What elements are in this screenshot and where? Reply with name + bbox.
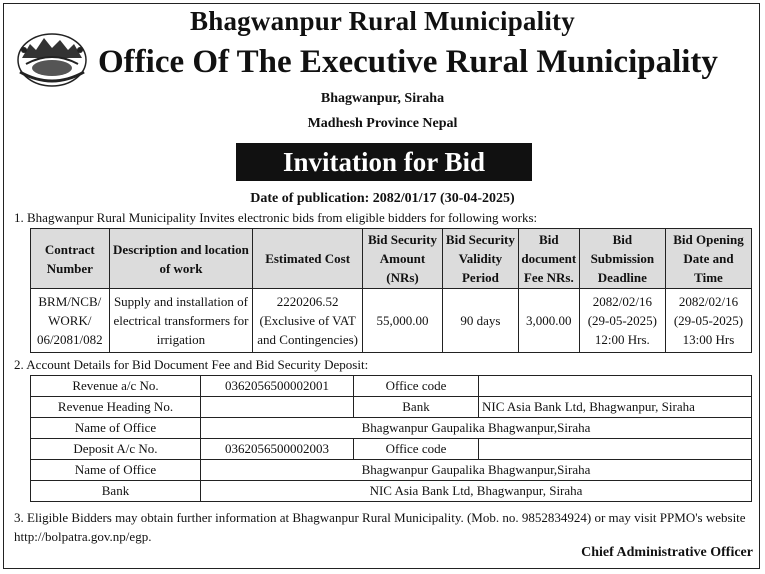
value-bank: NIC Asia Bank Ltd, Bhagwanpur, Siraha (479, 397, 752, 418)
label-revenue-heading: Revenue Heading No. (31, 397, 201, 418)
cell-deadline: 2082/02/16 (29-05-2025) 12:00 Hrs. (579, 289, 665, 353)
col-fee: Bid document Fee NRs. (518, 229, 579, 289)
nepal-emblem-logo (14, 28, 90, 88)
label-deposit-ac: Deposit A/c No. (31, 439, 201, 460)
cell-description: Supply and installation of electrical transformers for irrigation (109, 289, 253, 353)
paragraph-2: 2. Account Details for Bid Document Fee and Bid Security Deposit: (14, 357, 369, 372)
label-revenue-ac: Revenue a/c No. (31, 376, 201, 397)
cell-fee: 3,000.00 (518, 289, 579, 353)
label-office-name: Name of Office (31, 418, 201, 439)
table-row (31, 289, 752, 353)
col-opening: Bid Opening Date and Time (665, 229, 751, 289)
label-bank: Bank (354, 397, 479, 418)
col-deadline: Bid Submission Deadline (579, 229, 665, 289)
province-line: Madhesh Province Nepal (307, 116, 458, 131)
value-bank-2: NIC Asia Bank Ltd, Bhagwanpur, Siraha (201, 481, 752, 502)
col-contract-number: Contract Number (31, 229, 110, 289)
paragraph-3: 3. Eligible Bidders may obtain further information at Bhagwanpur Rural Municipality. (Mob. no. 9852834924) or may visit PPMO's website http://bolpatra.gov.np/egp. (14, 510, 746, 544)
table-row (31, 397, 752, 418)
notice-banner: Invitation for Bid (236, 143, 532, 181)
label-office-code-2: Office code (354, 439, 479, 460)
cell-opening: 2082/02/16 (29-05-2025) 13:00 Hrs (665, 289, 751, 353)
municipality-name: Bhagwanpur Rural Municipality (190, 6, 575, 36)
bid-table (30, 228, 752, 353)
col-bid-security: Bid Security Amount (NRs) (363, 229, 443, 289)
value-office-name: Bhagwanpur Gaupalika Bhagwanpur,Siraha (201, 418, 752, 439)
publication-date: Date of publication: 2082/01/17 (30-04-2025) (250, 191, 515, 206)
table-row (31, 439, 752, 460)
cell-security: 55,000.00 (363, 289, 443, 353)
table-row (31, 460, 752, 481)
value-office-code-2 (479, 439, 752, 460)
table-row (31, 376, 752, 397)
col-validity: Bid Security Validity Period (442, 229, 518, 289)
label-office-code: Office code (354, 376, 479, 397)
value-revenue-heading (201, 397, 354, 418)
value-office-code (479, 376, 752, 397)
office-name: Office Of The Executive Rural Municipality (98, 44, 718, 80)
label-office-name-2: Name of Office (31, 460, 201, 481)
paragraph-1: 1. Bhagwanpur Rural Municipality Invites electronic bids from eligible bidders for following works: (14, 210, 538, 225)
table-row (31, 481, 752, 502)
address-line: Bhagwanpur, Siraha (320, 91, 445, 106)
col-description: Description and location of work (109, 229, 253, 289)
cell-cost: 2220206.52 (Exclusive of VAT and Contingencies) (253, 289, 363, 353)
col-estimated-cost: Estimated Cost (253, 229, 363, 289)
value-deposit-ac: 0362056500002003 (201, 439, 354, 460)
signature-title: Chief Administrative Officer (581, 545, 753, 560)
label-bank-2: Bank (31, 481, 201, 502)
value-revenue-ac: 0362056500002001 (201, 376, 354, 397)
cell-contract: BRM/NCB/ WORK/ 06/2081/082 (31, 289, 110, 353)
cell-validity: 90 days (442, 289, 518, 353)
account-table (30, 375, 752, 502)
table-row (31, 418, 752, 439)
value-office-name-2: Bhagwanpur Gaupalika Bhagwanpur,Siraha (201, 460, 752, 481)
bid-table-header (31, 229, 752, 289)
